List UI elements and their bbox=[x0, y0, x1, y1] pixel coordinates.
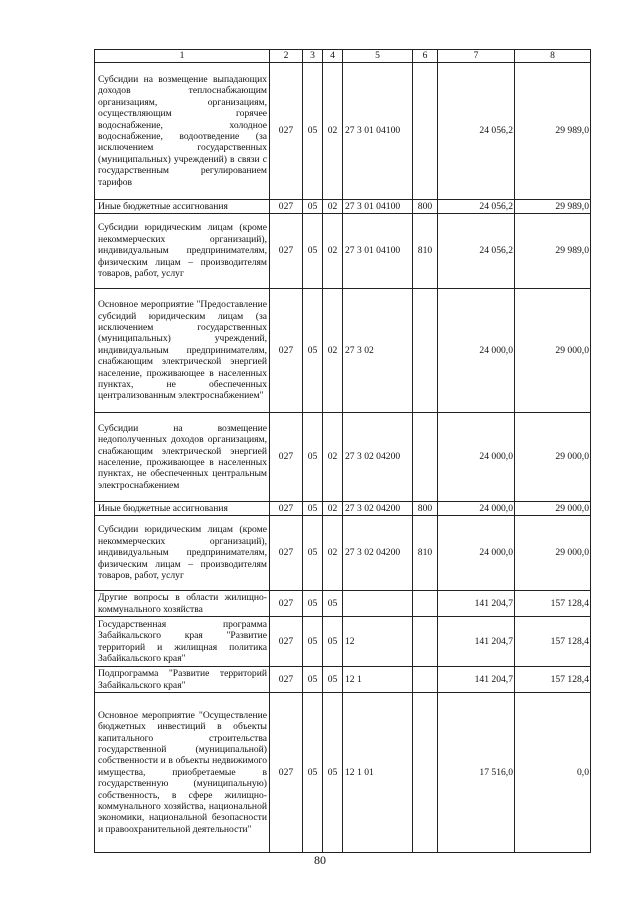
row-rz: 05 bbox=[303, 591, 323, 617]
row-name: Субсидии на возмещение недополученных доходов организациям, снабжающим электрической энергией население, проживающее в населенных пунктах, не обеспеченных центральным электроснабжением bbox=[95, 413, 270, 502]
row-value-2: 157 128,4 bbox=[515, 591, 591, 617]
row-value-1: 141 204,7 bbox=[438, 591, 515, 617]
row-grbs: 027 bbox=[270, 591, 303, 617]
row-rz: 05 bbox=[303, 667, 323, 693]
header-col-7: 7 bbox=[438, 50, 515, 63]
row-vr bbox=[413, 63, 438, 200]
row-value-2: 29 989,0 bbox=[515, 200, 591, 214]
table-row bbox=[95, 200, 591, 214]
row-vr: 800 bbox=[413, 200, 438, 214]
table-row bbox=[95, 413, 591, 502]
row-name: Основное мероприятие "Предоставление субсидий юридическим лицам (за исключением государственных (муниципальных) учреждений, индивидуальным предпринимателям, снабжающим электрической энергией население, проживающее в населенных пунктах, не обеспеченных централизованным электроснабжением" bbox=[95, 289, 270, 413]
row-name: Основное мероприятие "Осуществление бюджетных инвестиций в объекты капитального строительства государственной (муниципальной) собственности и в объекты недвижимого имущества, приобретаемые в государственную (муниципальную) собственность, в сфере жилищно-коммунального хозяйства, национальной экономики, национальной безопасности и правоохранительной деятельности" bbox=[95, 693, 270, 853]
row-vr: 810 bbox=[413, 214, 438, 289]
row-vr bbox=[413, 617, 438, 667]
row-value-1: 17 516,0 bbox=[438, 693, 515, 853]
row-csr: 12 bbox=[343, 617, 413, 667]
row-grbs: 027 bbox=[270, 289, 303, 413]
row-vr bbox=[413, 413, 438, 502]
row-value-1: 24 056,2 bbox=[438, 214, 515, 289]
row-value-2: 29 000,0 bbox=[515, 502, 591, 516]
table-row bbox=[95, 502, 591, 516]
row-value-1: 24 000,0 bbox=[438, 502, 515, 516]
row-vr bbox=[413, 591, 438, 617]
row-grbs: 027 bbox=[270, 63, 303, 200]
row-csr: 27 3 01 04100 bbox=[343, 63, 413, 200]
row-pr: 05 bbox=[323, 693, 343, 853]
row-vr: 800 bbox=[413, 502, 438, 516]
table-row bbox=[95, 591, 591, 617]
row-rz: 05 bbox=[303, 63, 323, 200]
header-col-5: 5 bbox=[343, 50, 413, 63]
table-row bbox=[95, 667, 591, 693]
row-pr: 02 bbox=[323, 200, 343, 214]
row-grbs: 027 bbox=[270, 502, 303, 516]
row-grbs: 027 bbox=[270, 516, 303, 591]
row-value-2: 157 128,4 bbox=[515, 667, 591, 693]
table-row bbox=[95, 63, 591, 200]
table-row bbox=[95, 617, 591, 667]
row-rz: 05 bbox=[303, 693, 323, 853]
row-value-1: 24 000,0 bbox=[438, 289, 515, 413]
row-csr bbox=[343, 591, 413, 617]
row-value-2: 29 000,0 bbox=[515, 413, 591, 502]
row-value-2: 157 128,4 bbox=[515, 617, 591, 667]
row-csr: 27 3 02 bbox=[343, 289, 413, 413]
row-value-2: 29 000,0 bbox=[515, 289, 591, 413]
row-csr: 27 3 02 04200 bbox=[343, 413, 413, 502]
page-number: 80 bbox=[314, 853, 326, 867]
row-name: Субсидии на возмещение выпадающих доходов теплоснабжающим организациям, организациям, осуществляющим горячее водоснабжение, холодное водоснабжение, водоотведение (за исключением государственных (муниципальных) учреждений) в связи с государственным регулированием тарифов bbox=[95, 63, 270, 200]
row-name: Другие вопросы в области жилищно-коммунального хозяйства bbox=[95, 591, 270, 617]
row-grbs: 027 bbox=[270, 214, 303, 289]
row-vr bbox=[413, 289, 438, 413]
row-grbs: 027 bbox=[270, 667, 303, 693]
row-pr: 05 bbox=[323, 591, 343, 617]
row-csr: 27 3 02 04200 bbox=[343, 502, 413, 516]
row-value-1: 24 000,0 bbox=[438, 516, 515, 591]
row-pr: 02 bbox=[323, 289, 343, 413]
row-name: Иные бюджетные ассигнования bbox=[95, 502, 270, 516]
row-name: Подпрограмма "Развитие территорий Забайкальского края" bbox=[95, 667, 270, 693]
row-value-2: 29 989,0 bbox=[515, 214, 591, 289]
table-row bbox=[95, 214, 591, 289]
row-pr: 05 bbox=[323, 617, 343, 667]
row-value-2: 0,0 bbox=[515, 693, 591, 853]
header-row bbox=[95, 50, 591, 63]
row-grbs: 027 bbox=[270, 693, 303, 853]
row-rz: 05 bbox=[303, 289, 323, 413]
row-grbs: 027 bbox=[270, 200, 303, 214]
row-value-1: 141 204,7 bbox=[438, 667, 515, 693]
row-grbs: 027 bbox=[270, 617, 303, 667]
row-rz: 05 bbox=[303, 200, 323, 214]
row-vr: 810 bbox=[413, 516, 438, 591]
row-rz: 05 bbox=[303, 502, 323, 516]
row-value-1: 24 056,2 bbox=[438, 63, 515, 200]
header-col-2: 2 bbox=[270, 50, 303, 63]
row-rz: 05 bbox=[303, 516, 323, 591]
row-grbs: 027 bbox=[270, 413, 303, 502]
row-pr: 02 bbox=[323, 63, 343, 200]
budget-table bbox=[94, 49, 591, 853]
header-col-3: 3 bbox=[303, 50, 323, 63]
row-pr: 02 bbox=[323, 413, 343, 502]
row-csr: 27 3 01 04100 bbox=[343, 214, 413, 289]
table-row bbox=[95, 289, 591, 413]
row-value-1: 24 000,0 bbox=[438, 413, 515, 502]
row-value-2: 29 989,0 bbox=[515, 63, 591, 200]
row-pr: 05 bbox=[323, 667, 343, 693]
row-rz: 05 bbox=[303, 617, 323, 667]
row-csr: 27 3 01 04100 bbox=[343, 200, 413, 214]
row-csr: 12 1 01 bbox=[343, 693, 413, 853]
header-col-1: 1 bbox=[95, 50, 270, 63]
row-rz: 05 bbox=[303, 413, 323, 502]
header-col-4: 4 bbox=[323, 50, 343, 63]
row-rz: 05 bbox=[303, 214, 323, 289]
row-csr: 27 3 02 04200 bbox=[343, 516, 413, 591]
row-csr: 12 1 bbox=[343, 667, 413, 693]
row-pr: 02 bbox=[323, 516, 343, 591]
row-value-1: 24 056,2 bbox=[438, 200, 515, 214]
row-name: Государственная программа Забайкальского края "Развитие территорий и жилищная политика Забайкальского края" bbox=[95, 617, 270, 667]
header-col-8: 8 bbox=[515, 50, 591, 63]
row-pr: 02 bbox=[323, 214, 343, 289]
table-row bbox=[95, 516, 591, 591]
header-col-6: 6 bbox=[413, 50, 438, 63]
table-row bbox=[95, 693, 591, 853]
row-value-2: 29 000,0 bbox=[515, 516, 591, 591]
row-value-1: 141 204,7 bbox=[438, 617, 515, 667]
row-pr: 02 bbox=[323, 502, 343, 516]
row-name: Иные бюджетные ассигнования bbox=[95, 200, 270, 214]
row-name: Субсидии юридическим лицам (кроме некоммерческих организаций), индивидуальным предпринимателям, физическим лицам – производителям товаров, работ, услуг bbox=[95, 214, 270, 289]
row-vr bbox=[413, 667, 438, 693]
row-vr bbox=[413, 693, 438, 853]
row-name: Субсидии юридическим лицам (кроме некоммерческих организаций), индивидуальным предпринимателям, физическим лицам – производителям товаров, работ, услуг bbox=[95, 516, 270, 591]
